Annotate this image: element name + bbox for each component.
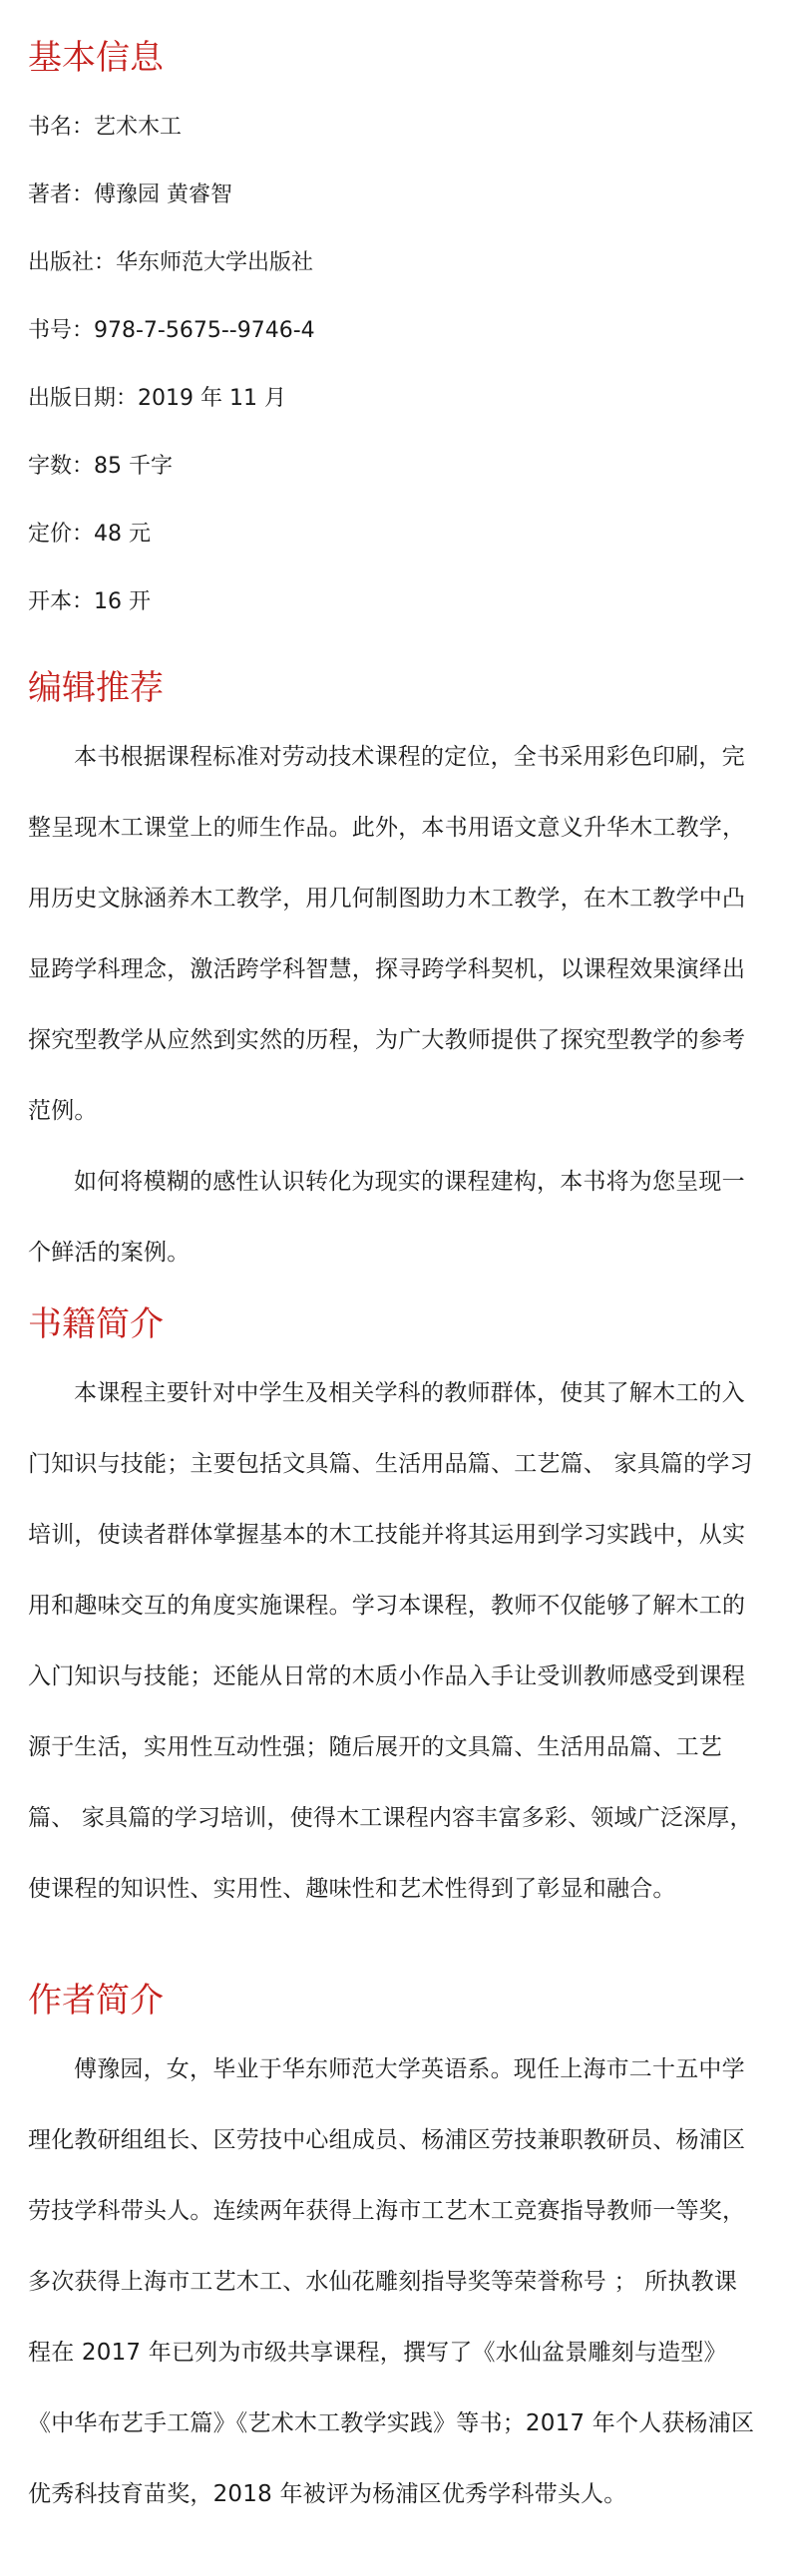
editor-paragraph: 如何将模糊的感性认识转化为现实的课程建构，本书将为您呈现一个鲜活的案例。 xyxy=(28,1169,745,1266)
info-row-format: 开本：16 开 xyxy=(28,589,151,614)
editor-paragraph: 本书根据课程标准对劳动技术课程的定位，全书采用彩色印刷，完整呈现木工课堂上的师生作品。此外，本书用语文意义升华木工教学，用历史文脉涵养木工教学，用几何制图助力木工教学，在木工教学中凸显跨学科理念，激活跨学科智慧，探寻跨学科契机，以课程效果演绎出探究型教学从应然到实然的历程，为广大教师提供了探究型教学的参考范例。 xyxy=(28,744,746,1124)
editor-recommendation-body xyxy=(28,722,760,1288)
info-row-word-count: 字数：85 千字 xyxy=(28,454,173,479)
info-row-isbn: 书号：978-7-5675--9746-4 xyxy=(28,318,315,343)
info-row-publisher: 出版社：华东师范大学出版社 xyxy=(28,250,314,275)
info-row-publish-date: 出版日期：2019 年 11 月 xyxy=(28,386,286,411)
info-row-authors: 著者：傅豫园 黄睿智 xyxy=(28,183,232,207)
author-paragraph: 傅豫园，女，毕业于华东师范大学英语系。现任上海市二十五中学理化教研组组长、区劳技中心组成员、杨浦区劳技兼职教研员、杨浦区劳技学科带头人。连续两年获得上海市工艺木工竞赛指导教师一等奖，多次获得上海市工艺木工、水仙花雕刻指导奖等荣誉称号 ； 所执教课程在 2017 年已列为市级共享课程，撰写了《水仙盆景雕刻与造型》《中华布艺手工篇》《艺术木工教学实践》等书；2017 年个人获杨浦区优秀科技育苗奖，2018 年被评为杨浦区优秀学科带头人。 xyxy=(28,2056,755,2507)
book-intro-heading: 书籍简介 xyxy=(28,1304,164,1344)
editor-recommendation-heading: 编辑推荐 xyxy=(28,668,164,708)
basic-info-heading: 基本信息 xyxy=(28,38,164,78)
info-row-book-name: 书名：艺术木工 xyxy=(28,115,183,140)
intro-paragraph: 本课程主要针对中学生及相关学科的教师群体，使其了解木工的入门知识与技能；主要包括文具篇、生活用品篇、工艺篇、 家具篇的学习培训，使读者群体掌握基本的木工技能并将其运用到学习实践中，从实用和趣味交互的角度实施课程。学习本课程，教师不仅能够了解木工的入门知识与技能；还能从日常的木质小作品入手让受训教师感受到课程源于生活，实用性互动性强；随后展开的文具篇、生活用品篇、工艺篇、 家具篇的学习培训，使得木工课程内容丰富多彩、领域广泛深厚，使课程的知识性、实用性、趣味性和艺术性得到了彰显和融合。 xyxy=(28,1380,753,1902)
author-intro-heading: 作者简介 xyxy=(28,1981,164,2021)
info-row-price: 定价：48 元 xyxy=(28,522,151,547)
basic-info-list xyxy=(28,112,760,618)
book-intro-body xyxy=(28,1358,760,1925)
author-intro-body xyxy=(28,2034,760,2530)
